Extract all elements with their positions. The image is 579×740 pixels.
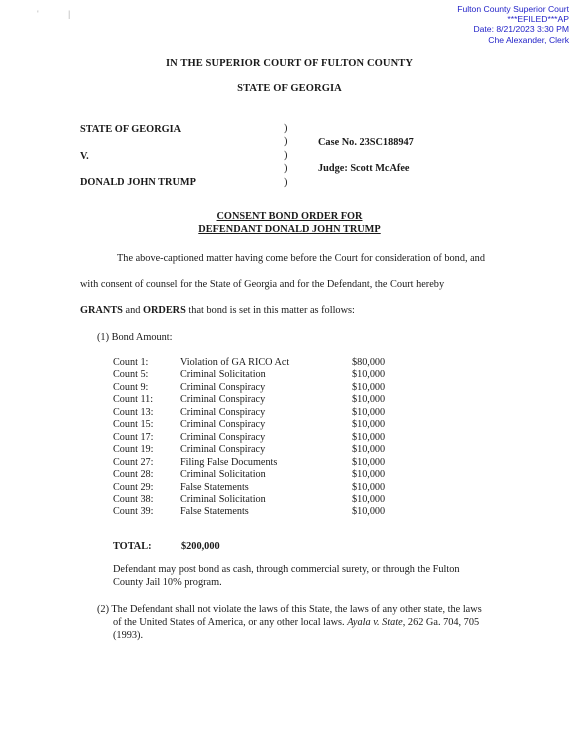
count-cell: Count 38: <box>113 493 154 505</box>
count-cell: Count 19: <box>113 444 154 456</box>
table-row <box>113 407 385 419</box>
intro-line2: with consent of counsel for the State of Georgia and for the Defendant, the Court hereby <box>80 279 445 290</box>
total-label: TOTAL: <box>113 541 152 552</box>
count-cell: Count 27: <box>113 456 154 468</box>
table-row <box>113 469 385 481</box>
amount-cell: $10,000 <box>352 381 386 393</box>
charge-cell: Criminal Solicitation <box>180 369 266 381</box>
bond-table <box>113 357 385 519</box>
charge-cell: Criminal Conspiracy <box>180 444 266 456</box>
amount-cell: $10,000 <box>352 406 386 418</box>
charge-cell: Criminal Conspiracy <box>180 394 266 406</box>
paren-4: ) <box>284 163 288 175</box>
corner-mark-right: | <box>68 9 71 19</box>
amount-cell: $10,000 <box>352 481 386 493</box>
charge-cell: Violation of GA RICO Act <box>180 357 290 368</box>
condition2-line2 <box>113 617 479 628</box>
judge-name: Judge: Scott McAfee <box>318 163 410 174</box>
amount-cell: $10,000 <box>352 444 386 456</box>
table-row <box>113 494 385 506</box>
court-heading: IN THE SUPERIOR COURT OF FULTON COUNTY <box>165 58 414 69</box>
paren-1: ) <box>284 123 288 134</box>
amount-cell: $10,000 <box>352 469 386 481</box>
efile-stamp <box>457 4 569 45</box>
case-number: Case No. 23SC188947 <box>318 137 414 148</box>
table-row <box>113 357 385 369</box>
post-bond-line1: Defendant may post bond as cash, through commercial surety, or through the Fulton <box>113 564 460 575</box>
table-row <box>113 432 385 444</box>
count-cell: Count 15: <box>113 419 154 431</box>
amount-cell: $10,000 <box>352 394 386 406</box>
case-citation: Ayala v. State <box>347 617 403 628</box>
table-row <box>113 506 385 518</box>
caption-plaintiff: STATE OF GEORGIA <box>80 124 182 135</box>
charge-cell: Criminal Conspiracy <box>180 431 266 443</box>
corner-mark-left: ' <box>37 9 39 19</box>
table-row <box>113 444 385 456</box>
count-cell: Count 1: <box>113 357 149 368</box>
caption-parens <box>284 122 287 189</box>
efile-date: Date: 8/21/2023 3:30 PM <box>473 24 569 35</box>
charge-cell: False Statements <box>180 506 249 518</box>
table-row <box>113 369 385 381</box>
paren-2: ) <box>284 136 288 148</box>
charge-cell: Filing False Documents <box>180 456 278 468</box>
condition2-line1: (2) The Defendant shall not violate the laws of this State, the laws of any other state, the laws <box>97 604 482 615</box>
count-cell: Count 29: <box>113 481 154 493</box>
bond-amount-label: (1) Bond Amount: <box>97 332 173 343</box>
post-bond-line2: County Jail 10% program. <box>113 577 222 588</box>
count-cell: Count 28: <box>113 469 154 481</box>
efile-status: ***EFILED***AP <box>507 14 569 25</box>
paren-3: ) <box>284 149 288 161</box>
table-row <box>113 382 385 394</box>
count-cell: Count 13: <box>113 406 154 418</box>
condition2-line3: (1993). <box>113 630 144 641</box>
state-heading: STATE OF GEORGIA <box>237 83 342 94</box>
amount-cell: $10,000 <box>352 506 386 518</box>
condition2-line2-rest: , 262 Ga. 704, 705 <box>402 617 480 628</box>
amount-cell: $10,000 <box>352 431 386 443</box>
table-row <box>113 394 385 406</box>
count-cell: Count 5: <box>113 369 149 381</box>
efile-court: Fulton County Superior Court <box>457 4 569 14</box>
table-row <box>113 482 385 494</box>
order-title-line1: CONSENT BOND ORDER FOR <box>216 211 363 222</box>
count-cell: Count 17: <box>113 431 154 443</box>
grants-word: GRANTS <box>80 305 123 316</box>
charge-cell: Criminal Conspiracy <box>180 381 266 393</box>
caption-defendant: DONALD JOHN TRUMP <box>80 177 196 188</box>
charge-cell: Criminal Conspiracy <box>180 406 266 418</box>
charge-cell: Criminal Solicitation <box>180 469 266 481</box>
table-row <box>113 419 385 431</box>
paren-5: ) <box>284 176 288 188</box>
intro-line3 <box>80 305 355 316</box>
and-word: and <box>122 305 143 316</box>
intro-line3-rest: that bond is set in this matter as follows: <box>185 305 355 316</box>
caption-versus: V. <box>80 151 89 162</box>
amount-cell: $10,000 <box>352 493 386 505</box>
order-title-line2: DEFENDANT DONALD JOHN TRUMP <box>198 224 381 235</box>
charge-cell: False Statements <box>180 481 249 493</box>
table-row <box>113 457 385 469</box>
amount-cell: $10,000 <box>352 419 386 431</box>
amount-cell: $10,000 <box>352 369 386 381</box>
count-cell: Count 11: <box>113 394 154 406</box>
total-amount: $200,000 <box>181 541 220 552</box>
count-cell: Count 9: <box>113 381 149 393</box>
orders-word: ORDERS <box>142 305 186 316</box>
condition2-line2-text: of the United States of America, or any other local laws. <box>113 617 348 628</box>
amount-cell: $10,000 <box>352 456 386 468</box>
efile-clerk: Che Alexander, Clerk <box>488 34 569 45</box>
intro-line1: The above-captioned matter having come before the Court for consideration of bond, and <box>117 253 485 264</box>
amount-cell: $80,000 <box>352 357 386 368</box>
count-cell: Count 39: <box>113 506 154 518</box>
charge-cell: Criminal Conspiracy <box>180 419 266 431</box>
charge-cell: Criminal Solicitation <box>180 493 266 505</box>
